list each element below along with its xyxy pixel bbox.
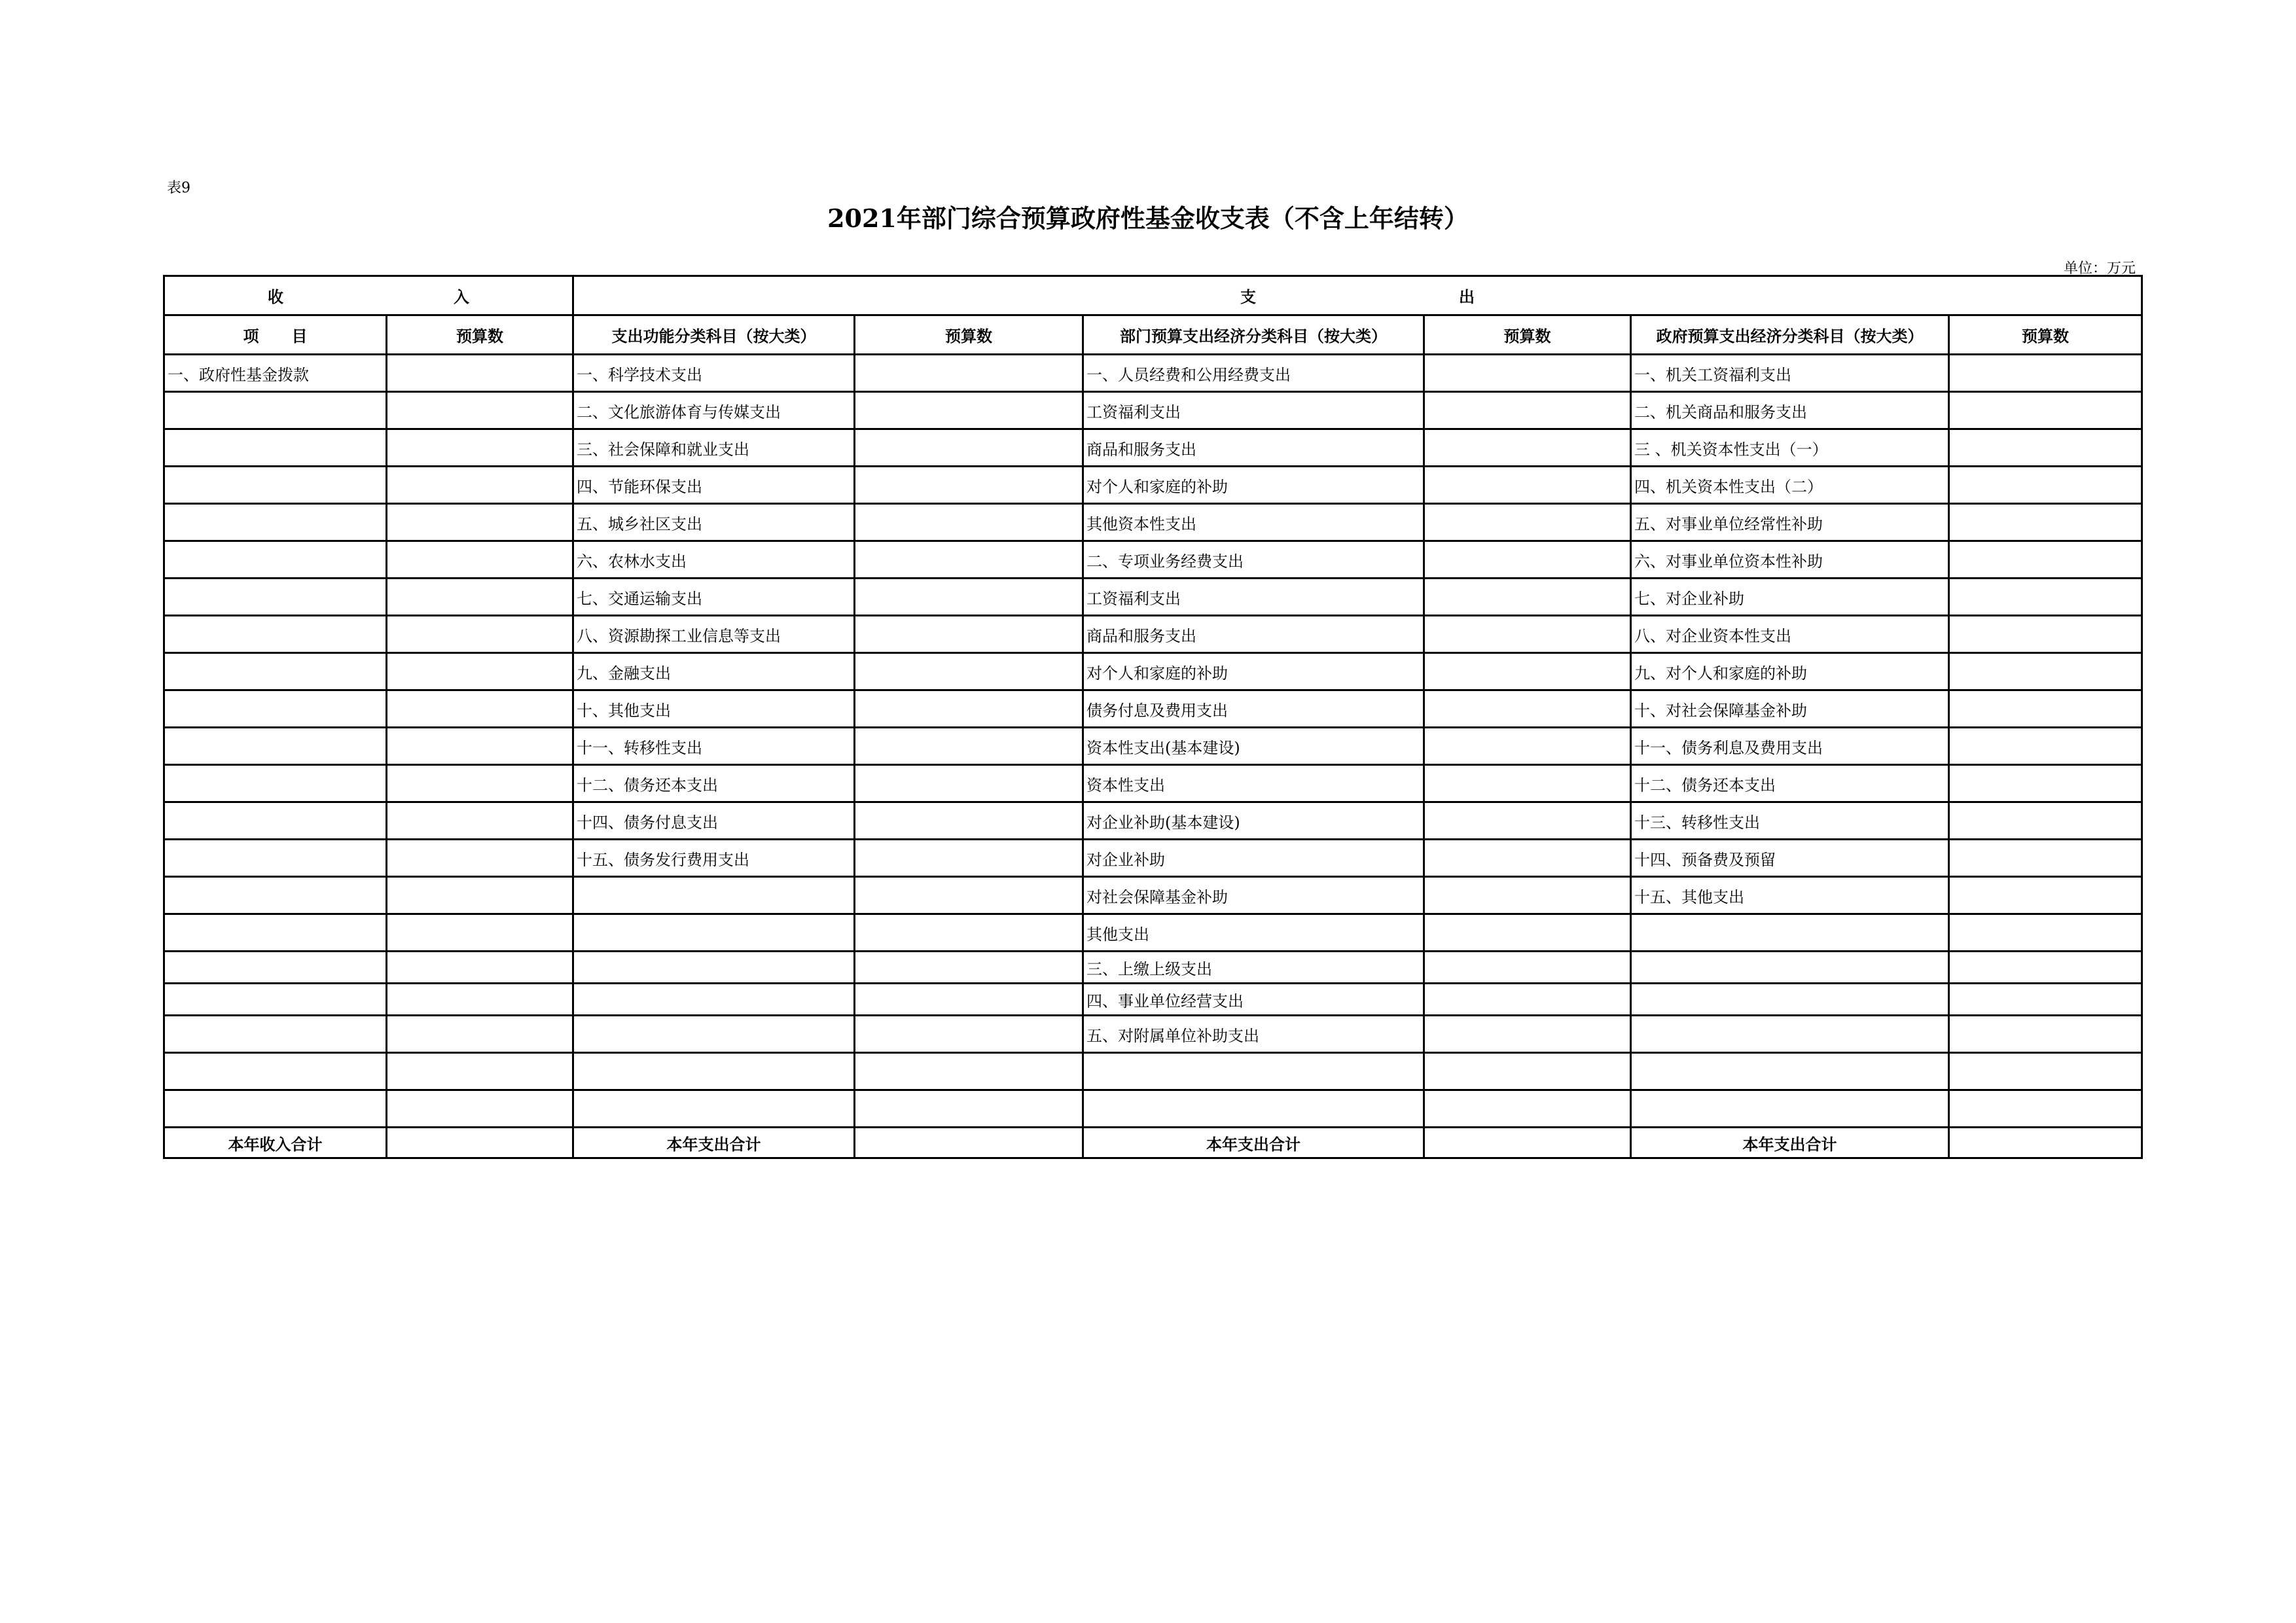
dept-budget-cell <box>1424 765 1631 802</box>
table-row <box>164 984 2142 1016</box>
dept-item-cell: 商品和服务支出 <box>1083 429 1424 467</box>
budget-table <box>163 275 2143 1159</box>
func-budget-cell <box>855 429 1083 467</box>
table-row <box>164 392 2142 429</box>
table-row <box>164 616 2142 653</box>
dept-item-cell: 对社会保障基金补助 <box>1083 877 1424 914</box>
income-item-cell <box>164 914 387 952</box>
dept-budget-cell <box>1424 1090 1631 1128</box>
gov-budget-cell <box>1949 952 2142 984</box>
gov-budget-cell <box>1949 429 2142 467</box>
func-budget-cell <box>855 914 1083 952</box>
gov-budget-cell <box>1949 1053 2142 1090</box>
func-budget-cell <box>855 355 1083 392</box>
dept-budget-cell <box>1424 392 1631 429</box>
func-item-cell <box>573 877 855 914</box>
gov-item-cell: 十三、转移性支出 <box>1631 802 1949 840</box>
gov-item-cell <box>1631 984 1949 1016</box>
table-row <box>164 355 2142 392</box>
gov-item-cell: 二、机关商品和服务支出 <box>1631 392 1949 429</box>
gov-budget-cell <box>1949 355 2142 392</box>
func-budget-cell <box>855 653 1083 690</box>
income-budget-cell <box>387 690 573 728</box>
expense-header <box>573 276 2142 315</box>
gov-item-cell: 四、机关资本性支出（二） <box>1631 467 1949 504</box>
income-item-cell <box>164 392 387 429</box>
col-header-func-budget: 预算数 <box>855 315 1083 355</box>
income-budget-cell <box>387 355 573 392</box>
func-budget-cell <box>855 728 1083 765</box>
dept-item-cell <box>1083 1090 1424 1128</box>
gov-budget-cell <box>1949 541 2142 579</box>
gov-budget-cell <box>1949 579 2142 616</box>
income-budget-cell <box>387 914 573 952</box>
gov-budget-cell <box>1949 984 2142 1016</box>
income-item-cell <box>164 1090 387 1128</box>
func-budget-cell <box>855 616 1083 653</box>
income-item-cell <box>164 504 387 541</box>
header-row-columns <box>164 315 2142 355</box>
gov-budget-cell <box>1949 802 2142 840</box>
dept-item-cell: 对个人和家庭的补助 <box>1083 653 1424 690</box>
income-budget-cell <box>387 579 573 616</box>
dept-budget-cell <box>1424 467 1631 504</box>
gov-budget-cell <box>1949 765 2142 802</box>
col-header-func-class: 支出功能分类科目（按大类） <box>573 315 855 355</box>
func-total-label: 本年支出合计 <box>573 1128 855 1158</box>
func-budget-cell <box>855 1090 1083 1128</box>
income-budget-cell <box>387 429 573 467</box>
func-budget-cell <box>855 392 1083 429</box>
gov-budget-cell <box>1949 467 2142 504</box>
gov-item-cell <box>1631 1016 1949 1053</box>
income-header-char-2: 入 <box>454 288 469 306</box>
dept-item-cell: 资本性支出 <box>1083 765 1424 802</box>
income-budget-cell <box>387 541 573 579</box>
dept-item-cell: 五、对附属单位补助支出 <box>1083 1016 1424 1053</box>
func-item-cell: 十一、转移性支出 <box>573 728 855 765</box>
gov-total-value <box>1949 1128 2142 1158</box>
func-budget-cell <box>855 802 1083 840</box>
income-budget-cell <box>387 984 573 1016</box>
dept-item-cell: 资本性支出(基本建设) <box>1083 728 1424 765</box>
income-budget-cell <box>387 1090 573 1128</box>
gov-budget-cell <box>1949 616 2142 653</box>
gov-item-cell: 一、机关工资福利支出 <box>1631 355 1949 392</box>
func-budget-cell <box>855 541 1083 579</box>
dept-item-cell: 对企业补助 <box>1083 840 1424 877</box>
gov-budget-cell <box>1949 728 2142 765</box>
table-number: 表9 <box>167 180 190 196</box>
col-header-dept-budget: 预算数 <box>1424 315 1631 355</box>
income-item-cell <box>164 616 387 653</box>
dept-budget-cell <box>1424 690 1631 728</box>
gov-item-cell <box>1631 1090 1949 1128</box>
func-budget-cell <box>855 1053 1083 1090</box>
gov-budget-cell <box>1949 653 2142 690</box>
dept-item-cell <box>1083 1053 1424 1090</box>
table-row <box>164 877 2142 914</box>
dept-item-cell: 工资福利支出 <box>1083 579 1424 616</box>
gov-item-cell <box>1631 914 1949 952</box>
dept-budget-cell <box>1424 1053 1631 1090</box>
func-budget-cell <box>855 877 1083 914</box>
header-row-top <box>164 276 2142 315</box>
table-row <box>164 952 2142 984</box>
gov-budget-cell <box>1949 1016 2142 1053</box>
func-item-cell: 三、社会保障和就业支出 <box>573 429 855 467</box>
dept-budget-cell <box>1424 952 1631 984</box>
func-item-cell: 八、资源勘探工业信息等支出 <box>573 616 855 653</box>
func-budget-cell <box>855 579 1083 616</box>
income-budget-cell <box>387 728 573 765</box>
income-item-cell <box>164 579 387 616</box>
income-header <box>164 276 573 315</box>
dept-item-cell: 四、事业单位经营支出 <box>1083 984 1424 1016</box>
income-item-cell <box>164 728 387 765</box>
dept-item-cell: 其他资本性支出 <box>1083 504 1424 541</box>
dept-budget-cell <box>1424 504 1631 541</box>
income-item-cell <box>164 840 387 877</box>
dept-item-cell: 商品和服务支出 <box>1083 616 1424 653</box>
func-item-cell <box>573 914 855 952</box>
dept-budget-cell <box>1424 653 1631 690</box>
income-budget-cell <box>387 1053 573 1090</box>
dept-budget-cell <box>1424 616 1631 653</box>
col-header-gov-econ-class: 政府预算支出经济分类科目（按大类） <box>1631 315 1949 355</box>
dept-total-value <box>1424 1128 1631 1158</box>
func-item-cell: 一、科学技术支出 <box>573 355 855 392</box>
func-item-cell: 十、其他支出 <box>573 690 855 728</box>
table-row <box>164 429 2142 467</box>
dept-budget-cell <box>1424 984 1631 1016</box>
gov-item-cell: 三 、机关资本性支出（一） <box>1631 429 1949 467</box>
func-item-cell: 四、节能环保支出 <box>573 467 855 504</box>
expense-header-char-1: 支 <box>1240 288 1256 306</box>
col-header-item-char-2: 目 <box>291 327 308 346</box>
income-total-value <box>387 1128 573 1158</box>
func-item-cell <box>573 1090 855 1128</box>
table-row <box>164 728 2142 765</box>
gov-item-cell: 五、对事业单位经常性补助 <box>1631 504 1949 541</box>
income-budget-cell <box>387 1016 573 1053</box>
dept-budget-cell <box>1424 1016 1631 1053</box>
income-item-cell <box>164 984 387 1016</box>
func-item-cell: 十五、债务发行费用支出 <box>573 840 855 877</box>
func-item-cell <box>573 1053 855 1090</box>
income-item-cell <box>164 541 387 579</box>
table-row <box>164 802 2142 840</box>
func-budget-cell <box>855 467 1083 504</box>
gov-budget-cell <box>1949 504 2142 541</box>
table-row <box>164 579 2142 616</box>
dept-item-cell: 二、专项业务经费支出 <box>1083 541 1424 579</box>
gov-budget-cell <box>1949 840 2142 877</box>
totals-row <box>164 1128 2142 1158</box>
func-total-value <box>855 1128 1083 1158</box>
dept-item-cell: 其他支出 <box>1083 914 1424 952</box>
unit-label: 单位：万元 <box>2063 260 2136 277</box>
dept-item-cell: 工资福利支出 <box>1083 392 1424 429</box>
income-item-cell <box>164 1053 387 1090</box>
gov-item-cell: 十二、债务还本支出 <box>1631 765 1949 802</box>
income-total-label: 本年收入合计 <box>164 1128 387 1158</box>
gov-item-cell: 十、对社会保障基金补助 <box>1631 690 1949 728</box>
gov-item-cell: 十四、预备费及预留 <box>1631 840 1949 877</box>
func-item-cell <box>573 984 855 1016</box>
func-item-cell: 十二、债务还本支出 <box>573 765 855 802</box>
dept-item-cell: 对企业补助(基本建设) <box>1083 802 1424 840</box>
dept-budget-cell <box>1424 541 1631 579</box>
income-item-cell <box>164 1016 387 1053</box>
gov-total-label: 本年支出合计 <box>1631 1128 1949 1158</box>
func-budget-cell <box>855 504 1083 541</box>
income-item-cell <box>164 429 387 467</box>
income-item-cell <box>164 765 387 802</box>
col-header-dept-econ-class: 部门预算支出经济分类科目（按大类） <box>1083 315 1424 355</box>
expense-header-char-2: 出 <box>1459 288 1475 306</box>
income-item-cell <box>164 802 387 840</box>
dept-item-cell: 三、上缴上级支出 <box>1083 952 1424 984</box>
gov-budget-cell <box>1949 1090 2142 1128</box>
table-row <box>164 504 2142 541</box>
table-row <box>164 1090 2142 1128</box>
income-budget-cell <box>387 653 573 690</box>
func-item-cell: 十四、债务付息支出 <box>573 802 855 840</box>
func-item-cell: 七、交通运输支出 <box>573 579 855 616</box>
func-item-cell: 六、农林水支出 <box>573 541 855 579</box>
table-row <box>164 467 2142 504</box>
dept-total-label: 本年支出合计 <box>1083 1128 1424 1158</box>
gov-item-cell: 八、对企业资本性支出 <box>1631 616 1949 653</box>
table-row <box>164 840 2142 877</box>
table-row <box>164 765 2142 802</box>
gov-item-cell <box>1631 952 1949 984</box>
col-header-item <box>164 315 387 355</box>
gov-budget-cell <box>1949 914 2142 952</box>
income-budget-cell <box>387 840 573 877</box>
dept-budget-cell <box>1424 914 1631 952</box>
func-budget-cell <box>855 1016 1083 1053</box>
income-budget-cell <box>387 765 573 802</box>
table-row <box>164 690 2142 728</box>
col-header-gov-budget: 预算数 <box>1949 315 2142 355</box>
income-budget-cell <box>387 802 573 840</box>
gov-item-cell: 七、对企业补助 <box>1631 579 1949 616</box>
table-row <box>164 1053 2142 1090</box>
col-header-item-char-1: 项 <box>243 327 259 346</box>
gov-budget-cell <box>1949 392 2142 429</box>
func-budget-cell <box>855 690 1083 728</box>
func-item-cell: 二、文化旅游体育与传媒支出 <box>573 392 855 429</box>
dept-budget-cell <box>1424 840 1631 877</box>
income-item-cell <box>164 653 387 690</box>
dept-item-cell: 债务付息及费用支出 <box>1083 690 1424 728</box>
gov-item-cell <box>1631 1053 1949 1090</box>
income-budget-cell <box>387 504 573 541</box>
func-budget-cell <box>855 840 1083 877</box>
table-row <box>164 653 2142 690</box>
dept-budget-cell <box>1424 802 1631 840</box>
dept-item-cell: 一、人员经费和公用经费支出 <box>1083 355 1424 392</box>
gov-budget-cell <box>1949 690 2142 728</box>
dept-budget-cell <box>1424 877 1631 914</box>
func-budget-cell <box>855 765 1083 802</box>
income-item-cell <box>164 690 387 728</box>
table-row <box>164 914 2142 952</box>
income-item-cell <box>164 952 387 984</box>
gov-item-cell: 六、对事业单位资本性补助 <box>1631 541 1949 579</box>
dept-budget-cell <box>1424 579 1631 616</box>
income-item-cell <box>164 877 387 914</box>
income-item-cell <box>164 467 387 504</box>
table-row <box>164 1016 2142 1053</box>
func-budget-cell <box>855 984 1083 1016</box>
dept-budget-cell <box>1424 429 1631 467</box>
income-item-cell: 一、政府性基金拨款 <box>164 355 387 392</box>
func-budget-cell <box>855 952 1083 984</box>
func-item-cell: 九、金融支出 <box>573 653 855 690</box>
gov-item-cell: 十一、债务利息及费用支出 <box>1631 728 1949 765</box>
income-budget-cell <box>387 952 573 984</box>
income-budget-cell <box>387 877 573 914</box>
func-item-cell: 五、城乡社区支出 <box>573 504 855 541</box>
income-budget-cell <box>387 616 573 653</box>
income-budget-cell <box>387 392 573 429</box>
dept-budget-cell <box>1424 728 1631 765</box>
gov-item-cell: 九、对个人和家庭的补助 <box>1631 653 1949 690</box>
income-budget-cell <box>387 467 573 504</box>
func-item-cell <box>573 1016 855 1053</box>
income-header-char-1: 收 <box>268 288 283 306</box>
gov-item-cell: 十五、其他支出 <box>1631 877 1949 914</box>
func-item-cell <box>573 952 855 984</box>
gov-budget-cell <box>1949 877 2142 914</box>
col-header-income-budget: 预算数 <box>387 315 573 355</box>
dept-item-cell: 对个人和家庭的补助 <box>1083 467 1424 504</box>
table-row <box>164 541 2142 579</box>
page-title: 2021年部门综合预算政府性基金收支表（不含上年结转） <box>827 204 1469 233</box>
dept-budget-cell <box>1424 355 1631 392</box>
